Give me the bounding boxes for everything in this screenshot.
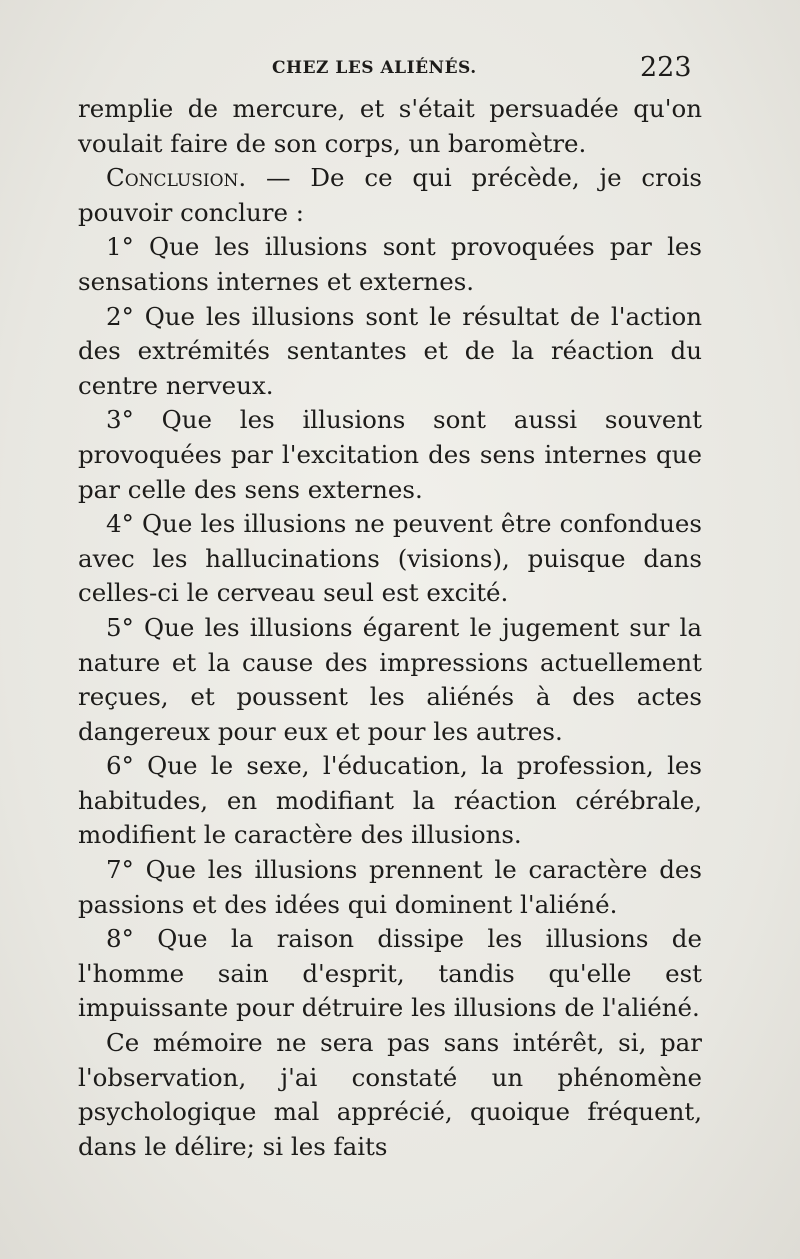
page-number: 223 xyxy=(640,52,692,83)
running-head: CHEZ LES ALIÉNÉS. xyxy=(272,58,477,78)
conclusion-label: Conclusion. xyxy=(106,163,247,193)
conclusion-point-6: 6° Que le sexe, l'éducation, la profession, les habitudes, en modifiant la réaction cérébrale, modifient le caractère des illusions. xyxy=(78,751,702,850)
conclusion-point-2: 2° Que les illusions sont le résultat de l'action des extrémités sentantes et de la réaction du centre nerveux. xyxy=(78,301,702,400)
paragraph-final: Ce mémoire ne sera pas sans intérêt, si, par l'observation, j'ai constaté un phénomène psychologique mal apprécié, quoique fréquent, dans le délire; si les faits xyxy=(78,1028,702,1161)
paragraph-continuation: remplie de mercure, et s'était persuadée qu'on voulait faire de son corps, un baromètre. xyxy=(78,94,702,158)
conclusion-point-8: 8° Que la raison dissipe les illusions de l'homme sain d'esprit, tandis qu'elle est impuissante pour détruire les illusions de l'aliéné. xyxy=(78,924,702,1023)
paragraph-conclusion xyxy=(78,161,702,230)
conclusion-point-3: 3° Que les illusions sont aussi souvent provoquées par l'excitation des sens internes que par celle des sens externes. xyxy=(78,405,702,504)
conclusion-point-1: 1° Que les illusions sont provoquées par les sensations internes et externes. xyxy=(78,232,702,296)
body-text xyxy=(78,92,702,1164)
conclusion-point-4: 4° Que les illusions ne peuvent être confondues avec les hallucinations (visions), puisque dans celles-ci le cerveau seul est excité. xyxy=(78,509,702,608)
conclusion-point-7: 7° Que les illusions prennent le caractère des passions et des idées qui dominent l'aliéné. xyxy=(78,855,702,919)
conclusion-text: — De ce qui précède, je crois pouvoir conclure : xyxy=(78,163,702,227)
conclusion-point-5: 5° Que les illusions égarent le jugement sur la nature et la cause des impressions actuellement reçues, et poussent les aliénés à des actes dangereux pour eux et pour les autres. xyxy=(78,612,702,746)
page-header xyxy=(0,52,800,88)
